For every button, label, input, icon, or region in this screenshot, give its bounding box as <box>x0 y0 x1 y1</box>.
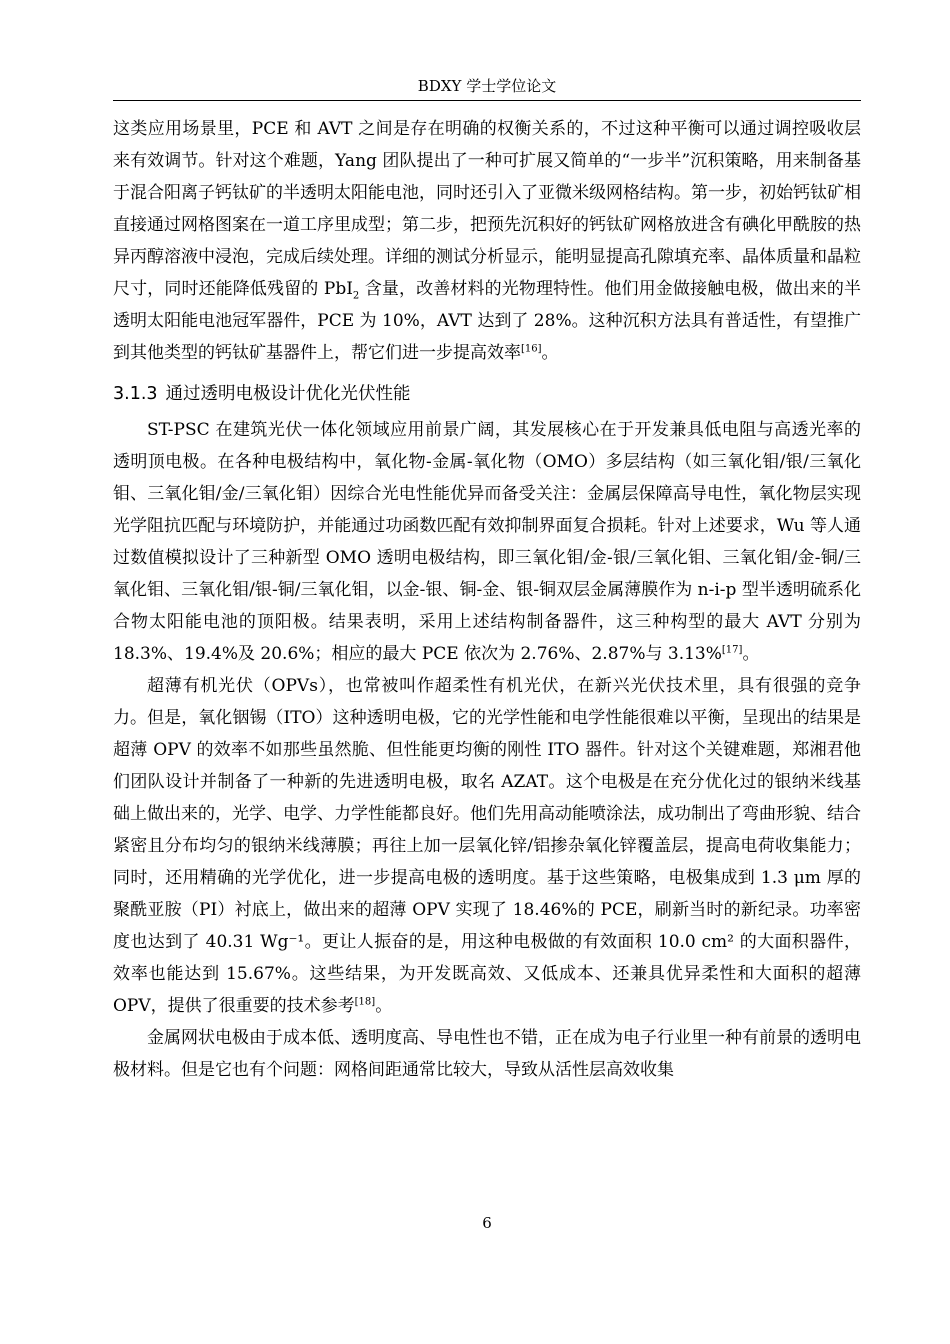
citation-18: [18] <box>354 996 376 1008</box>
paragraph-4: 金属网状电极由于成本低、透明度高、导电性也不错，正在成为电子行业里一种有前景的透明电极材料。但是它也有个问题：网格间距通常比较大，导致从活性层高效收集 <box>113 1028 861 1080</box>
paragraph-2-end: 。 <box>742 644 760 664</box>
body-text <box>113 113 861 1086</box>
subscript: 2 <box>352 290 360 302</box>
citation-17: [17] <box>721 644 743 656</box>
section-heading <box>113 378 861 410</box>
running-header: BDXY 学士学位论文 <box>417 77 557 95</box>
paragraph-1-text-a: 这类应用场景里，PCE 和 AVT 之间是存在明确的权衡关系的，不过这种平衡可以通过调控吸收层来有效调节。针对这个难题，Yang 团队提出了一种可扩展又简单的“一步半”沉积策略，用来制备基于混合阳离子钙钛矿的半透明太阳能电池，同时还引入了亚微米级网格结构。第一步，初始钙钛矿相直接通过网格图案在一道工序里成型；第二步，把预先沉积好的钙钛矿网格放进含有碘化甲酰胺的热异丙醇溶液中浸泡，完成后续处理。详细的测试分析显示，能明显提高孔隙填充率、晶体质量和晶粒尺寸，同时还能降低残留的 PbI <box>113 119 861 299</box>
header-rule <box>113 100 861 101</box>
page-number: 6 <box>482 1214 492 1232</box>
section-number: 3.1.3 <box>113 384 158 404</box>
paragraph-2 <box>113 414 861 670</box>
paragraph-1-end: 。 <box>541 343 559 363</box>
paragraph-1-text-b: 含量，改善材料的光物理特性。他们用金做接触电极，做出来的半透明太阳能电池冠军器件，PCE 为 10%，AVT 达到了 28%。这种沉积方法具有普适性，有望推广到其他类型的钙钛矿基器件上，帮它们进一步提高效率 <box>113 279 861 363</box>
paragraph-3-text: 超薄有机光伏（OPVs），也常被叫作超柔性有机光伏，在新兴光伏技术里，具有很强的竞争力。但是，氧化铟锡（ITO）这种透明电极，它的光学性能和电学性能很难以平衡，呈现出的结果是超薄 OPV 的效率不如那些虽然脆、但性能更均衡的刚性 ITO 器件。针对这个关键难题，郑湘君他们团队设计并制备了一种新的先进透明电极，取名 AZAT。这个电极是在充分优化过的银纳米线基础上做出来的，光学、电学、力学性能都良好。他们先用高动能喷涂法，成功制出了弯曲形貌、结合紧密且分布均匀的银纳米线薄膜；再往上加一层氧化锌/铝掺杂氧化锌覆盖层，提高电荷收集能力；同时，还用精确的光学优化，进一步提高电极的透明度。基于这些策略，电极集成到 1.3 μm 厚的聚酰亚胺（PI）衬底上，做出来的超薄 OPV 实现了 18.46%的 PCE，刷新当时的新纪录。功率密度也达到了 40.31 Wg⁻¹。更让人振奋的是，用这种电极做的有效面积 10.0 cm² 的大面积器件，效率也能达到 15.67%。这些结果，为开发既高效、又低成本、还兼具优异柔性和大面积的超薄 OPV，提供了很重要的技术参考 <box>113 676 861 1016</box>
section-title: 通过透明电极设计优化光伏性能 <box>165 384 411 404</box>
paragraph-1 <box>113 113 861 369</box>
citation-16: [16] <box>521 343 542 355</box>
paragraph-3 <box>113 670 861 1022</box>
paragraph-3-end: 。 <box>375 996 393 1016</box>
paragraph-2-text: ST-PSC 在建筑光伏一体化领域应用前景广阔，其发展核心在于开发兼具低电阻与高透光率的透明顶电极。在各种电极结构中，氧化物-金属-氧化物（OMO）多层结构（如三氧化钼/银/三氧化钼、三氧化钼/金/三氧化钼）因综合光电性能优异而备受关注：金属层保障高导电性，氧化物层实现光学阻抗匹配与环境防护，并能通过功函数匹配有效抑制界面复合损耗。针对上述要求，Wu 等人通过数值模拟设计了三种新型 OMO 透明电极结构，即三氧化钼/金-银/三氧化钼、三氧化钼/金-铜/三氧化钼、三氧化钼/银-铜/三氧化钼，以金-银、铜-金、银-铜双层金属薄膜作为 n-i-p 型半透明硫系化合物太阳能电池的顶阳极。结果表明，采用上述结构制备器件，这三种构型的最大 AVT 分别为 18.3%、19.4%及 20.6%；相应的最大 PCE 依次为 2.76%、2.87%与 3.13% <box>113 420 861 664</box>
